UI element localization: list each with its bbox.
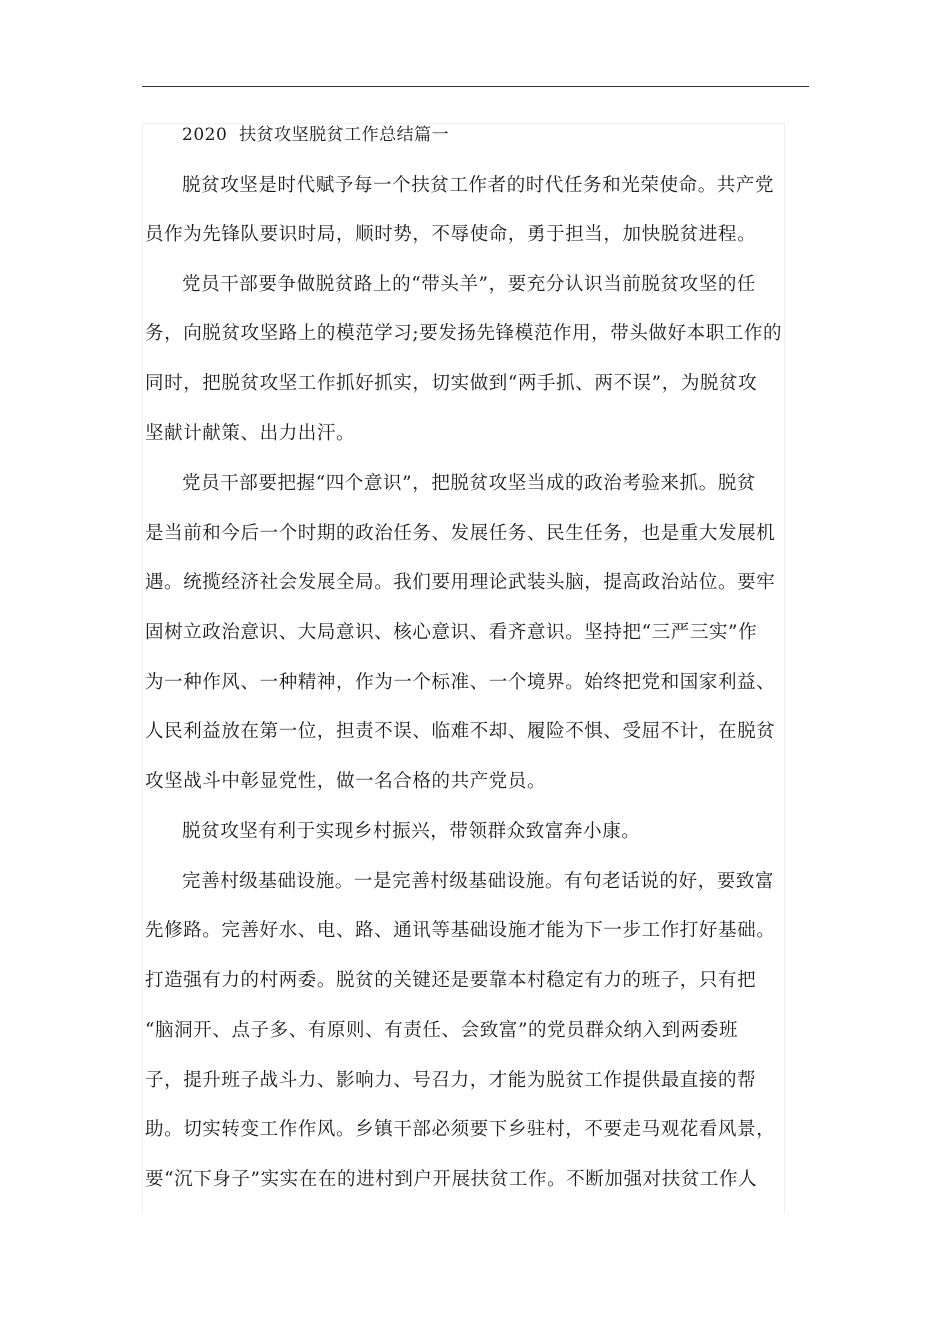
text-line: 坚献计献策、出力出汗。 bbox=[145, 423, 356, 444]
text-line: 员作为先锋队要识时局，顺时势，不辱使命，勇于担当，加快脱贫进程。 bbox=[145, 224, 757, 245]
text-line: 脱贫攻坚有利于实现乡村振兴，带领群众致富奔小康。 bbox=[182, 821, 641, 842]
text-line: 党员干部要争做脱贫路上的“带头羊”，要充分认识当前脱贫攻坚的任 bbox=[182, 274, 757, 295]
header-rule bbox=[142, 86, 809, 87]
text-line: 固树立政治意识、大局意识、核心意识、看齐意识。坚持把“三严三实”作 bbox=[145, 622, 758, 643]
text-line: 务，向脱贫攻坚路上的模范学习;要发扬先锋模范作用，带头做好本职工作的 bbox=[145, 323, 783, 344]
text-line: 攻坚战斗中彰显党性，做一名合格的共产党员。 bbox=[145, 771, 547, 792]
text-line: 为一种作风、一种精神，作为一个标准、一个境界。始终把党和国家利益、 bbox=[145, 672, 776, 693]
text-line: 党员干部要把握“四个意识”，把脱贫攻坚当成的政治考验来抓。脱贫 bbox=[182, 473, 757, 494]
text-line: 助。切实转变工作作风。乡镇干部必须要下乡驻村，不要走马观花看风景， bbox=[145, 1119, 776, 1140]
text-line: 人民利益放在第一位，担责不误、临难不却、履险不惧、受屈不计，在脱贫 bbox=[145, 721, 776, 742]
text-line: 是当前和今后一个时期的政治任务、发展任务、民生任务，也是重大发展机 bbox=[145, 523, 776, 544]
text-line: 遇。统揽经济社会发展全局。我们要用理论武装头脑，提高政治站位。要牢 bbox=[145, 572, 776, 593]
text-line: 同时，把脱贫攻坚工作抓好抓实，切实做到“两手抓、两不误”，为脱贫攻 bbox=[145, 373, 758, 394]
text-line: 脱贫攻坚是时代赋予每一个扶贫工作者的时代任务和光荣使命。共产党 bbox=[182, 175, 775, 196]
text-line: 要“沉下身子”实实在在的进村到户开展扶贫工作。不断加强对扶贫工作人 bbox=[145, 1169, 758, 1190]
text-line: 子，提升班子战斗力、影响力、号召力，才能为脱贫工作提供最直接的帮 bbox=[145, 1070, 757, 1091]
text-line: 先修路。完善好水、电、路、通讯等基础设施才能为下一步工作打好基础。 bbox=[145, 920, 776, 941]
document-title: 2020 扶贫攻坚脱贫工作总结篇一 bbox=[182, 125, 450, 145]
text-line: 打造强有力的村两委。脱贫的关键还是要靠本村稳定有力的班子，只有把 bbox=[145, 970, 757, 991]
text-line: “脑洞开、点子多、有原则、有责任、会致富”的党员群众纳入到两委班 bbox=[145, 1020, 739, 1041]
text-line: 完善村级基础设施。一是完善村级基础设施。有句老话说的好，要致富 bbox=[182, 871, 775, 892]
